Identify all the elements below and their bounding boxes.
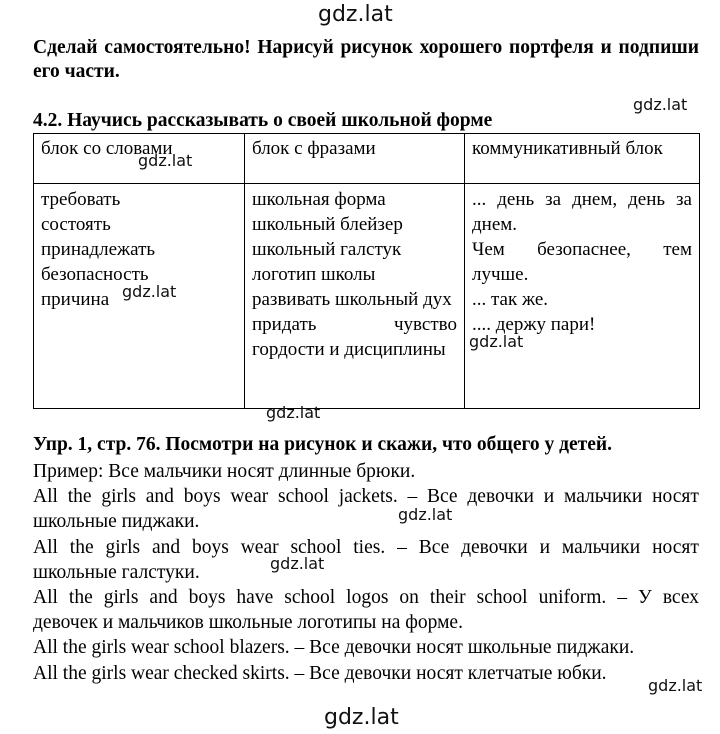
exercise-line: девочек и мальчиков школьные логотипы на форме. (33, 612, 463, 634)
list-item: логотип школы (252, 264, 376, 285)
exercise-line: All the girls and boys have school logos on their school uniform. – У всех (33, 587, 699, 609)
watermark-table-col1-header: gdz.lat (138, 151, 193, 170)
list-item: школьная форма (252, 189, 386, 210)
watermark-exercise-bottom-right: gdz.lat (648, 676, 703, 695)
list-item: безопасность (41, 264, 149, 285)
watermark-exercise-middle-1: gdz.lat (398, 505, 453, 524)
table-cell-phrases (245, 184, 465, 409)
list-item: состоять (41, 214, 111, 235)
list-item: школьный галстук (252, 239, 402, 260)
list-item: Чем безопаснее, тем лучше. (472, 239, 692, 285)
list-item: .... держу пари! (472, 314, 596, 335)
table-header-words: блок со словами (34, 134, 245, 184)
list-item: принадлежать (41, 239, 156, 260)
list-item: придать чувство гордости и дисциплины (252, 314, 457, 360)
intro-instruction: Сделай самостоятельно! Нарисуй рисунок хорошего портфеля и подпиши его части. (33, 37, 699, 82)
exercise-line: All the girls and boys wear school ties. – Все девочки и мальчики носят (33, 536, 699, 558)
watermark-table-col1-row: gdz.lat (122, 282, 177, 301)
table-header-communicative: коммуникативный блок (465, 134, 700, 184)
watermark-top: gdz.lat (318, 2, 393, 27)
watermark-table-bottom: gdz.lat (266, 403, 321, 422)
list-item: причина (41, 289, 110, 310)
list-item: школьный блейзер (252, 214, 403, 235)
exercise-heading: Упр. 1, стр. 76. Посмотри на рисунок и скажи, что общего у детей. (33, 434, 613, 455)
list-item: ... день за днем, день за днем. (472, 189, 692, 235)
list-item: требовать (41, 189, 121, 210)
exercise-line: Пример: Все мальчики носят длинные брюки. (33, 461, 416, 482)
watermark-bottom: gdz.lat (324, 705, 399, 730)
table-header-phrases: блок с фразами (245, 134, 465, 184)
list-item: развивать школьный дух (252, 289, 452, 310)
exercise-line: All the girls wear school blazers. – Все девочки носят школьные пиджаки. (33, 637, 635, 659)
exercise-line: школьные галстуки. (33, 561, 200, 583)
table-header-row (34, 134, 700, 184)
watermark-table-col3: gdz.lat (469, 332, 524, 351)
table-cell-communicative (465, 184, 700, 409)
watermark-exercise-middle-2: gdz.lat (270, 554, 325, 573)
section-heading: 4.2. Научись рассказывать о своей школьной форме (33, 110, 493, 131)
exercise-body (33, 459, 699, 686)
exercise-line: All the girls and boys wear school jackets. – Все девочки и мальчики носят (33, 486, 699, 508)
list-item: ... так же. (472, 289, 549, 310)
exercise-line: All the girls wear checked skirts. – Все девочки носят клетчатые юбки. (33, 662, 607, 684)
exercise-line: школьные пиджаки. (33, 511, 200, 533)
vocabulary-table (33, 133, 700, 409)
watermark-heading-right: gdz.lat (633, 95, 688, 114)
